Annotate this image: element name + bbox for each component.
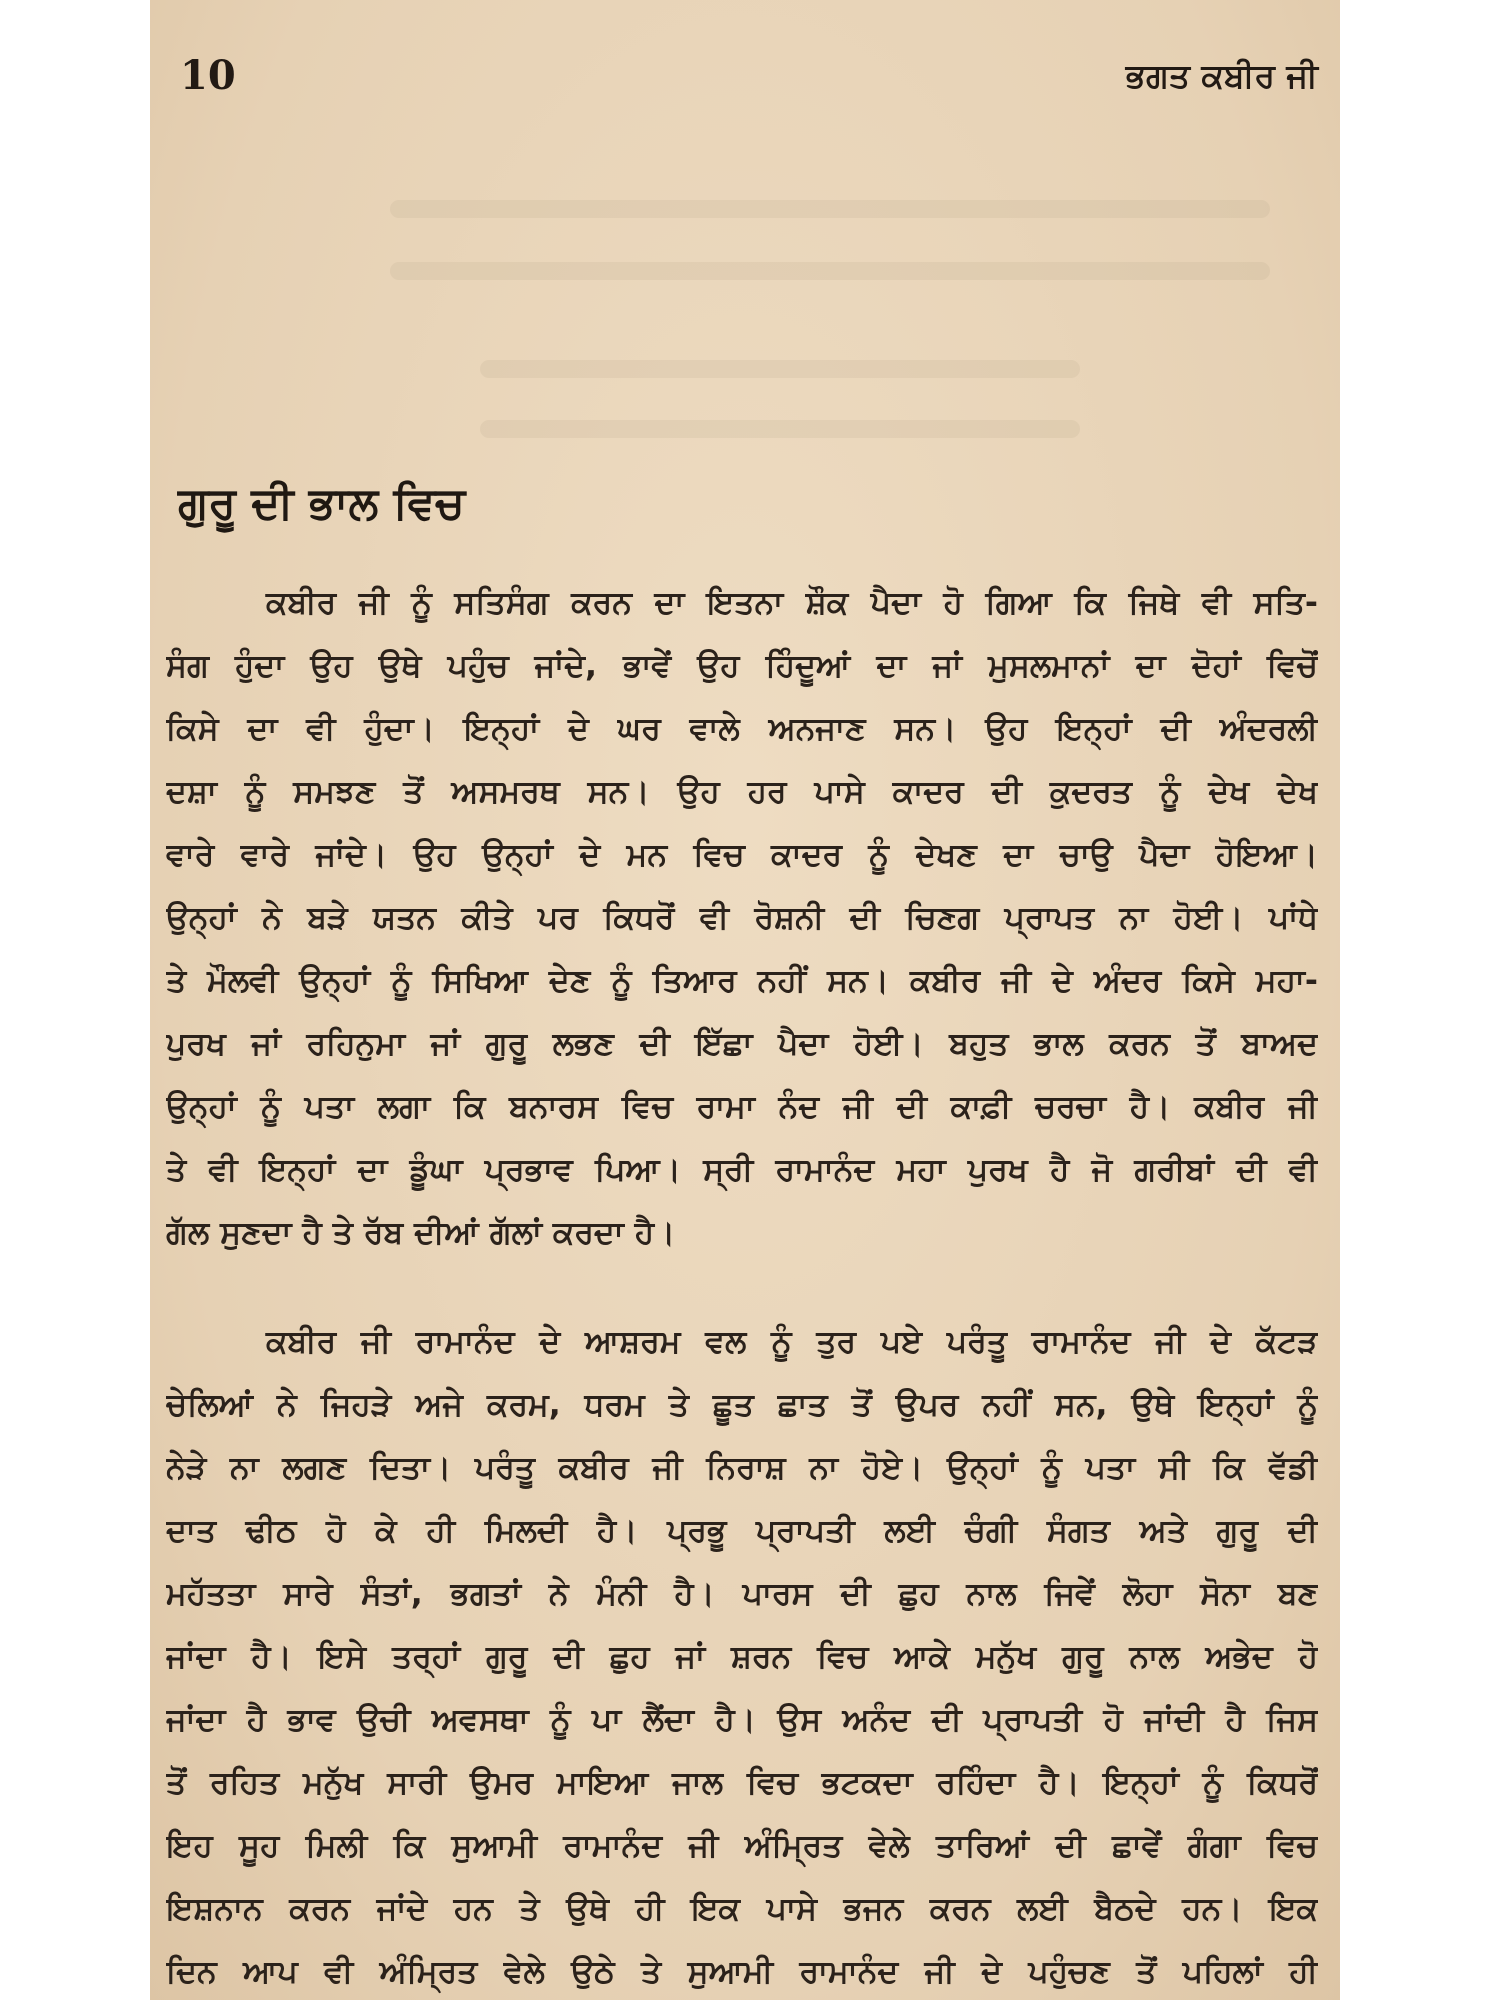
text-line: ਇਸ਼ਨਾਨ ਕਰਨ ਜਾਂਦੇ ਹਨ ਤੇ ਉਥੇ ਹੀ ਇਕ ਪਾਸੇ ਭਜਨ ਕਰਨ ਲਈ ਬੈਠਦੇ ਹਨ। ਇਕ <box>166 1891 1318 1927</box>
text-line: ਕਿਸੇ ਦਾ ਵੀ ਹੁੰਦਾ। ਇਨ੍ਹਾਂ ਦੇ ਘਰ ਵਾਲੇ ਅਨਜਾਣ ਸਨ। ਉਹ ਇਨ੍ਹਾਂ ਦੀ ਅੰਦਰਲੀ <box>166 711 1318 747</box>
text-line: ਮਹੱਤਤਾ ਸਾਰੇ ਸੰਤਾਂ, ਭਗਤਾਂ ਨੇ ਮੰਨੀ ਹੈ। ਪਾਰਸ ਦੀ ਛੁਹ ਨਾਲ ਜਿਵੇਂ ਲੋਹਾ ਸੋਨਾ ਬਣ <box>166 1576 1318 1612</box>
text-line: ਦਿਨ ਆਪ ਵੀ ਅੰਮ੍ਰਿਤ ਵੇਲੇ ਉਠੇ ਤੇ ਸੁਆਮੀ ਰਾਮਾਨੰਦ ਜੀ ਦੇ ਪਹੁੰਚਣ ਤੋਂ ਪਹਿਲਾਂ ਹੀ <box>166 1954 1318 1990</box>
text-line: ਤੇ ਮੌਲਵੀ ਉਨ੍ਹਾਂ ਨੂੰ ਸਿਖਿਆ ਦੇਣ ਨੂੰ ਤਿਆਰ ਨਹੀਂ ਸਨ। ਕਬੀਰ ਜੀ ਦੇ ਅੰਦਰ ਕਿਸੇ ਮਹਾ- <box>166 963 1318 999</box>
text-line: ਤੇ ਵੀ ਇਨ੍ਹਾਂ ਦਾ ਡੂੰਘਾ ਪ੍ਰਭਾਵ ਪਿਆ। ਸ੍ਰੀ ਰਾਮਾਨੰਦ ਮਹਾ ਪੁਰਖ ਹੈ ਜੋ ਗਰੀਬਾਂ ਦੀ ਵੀ <box>166 1152 1318 1188</box>
text-line: ਗੱਲ ਸੁਣਦਾ ਹੈ ਤੇ ਰੱਬ ਦੀਆਂ ਗੱਲਾਂ ਕਰਦਾ ਹੈ। <box>166 1215 676 1251</box>
bleed-through-shadow <box>390 200 1270 218</box>
bleed-through-shadow <box>390 262 1270 280</box>
text-line: ਕਬੀਰ ਜੀ ਰਾਮਾਨੰਦ ਦੇ ਆਸ਼ਰਮ ਵਲ ਨੂੰ ਤੁਰ ਪਏ ਪਰੰਤੂ ਰਾਮਾਨੰਦ ਜੀ ਦੇ ਕੱਟੜ <box>266 1324 1318 1360</box>
text-line: ਵਾਰੇ ਵਾਰੇ ਜਾਂਦੇ। ਉਹ ਉਨ੍ਹਾਂ ਦੇ ਮਨ ਵਿਚ ਕਾਦਰ ਨੂੰ ਦੇਖਣ ਦਾ ਚਾਉ ਪੈਦਾ ਹੋਇਆ। <box>166 837 1318 873</box>
text-line: ਉਨ੍ਹਾਂ ਨੇ ਬੜੇ ਯਤਨ ਕੀਤੇ ਪਰ ਕਿਧਰੋਂ ਵੀ ਰੋਸ਼ਨੀ ਦੀ ਚਿਣਗ ਪ੍ਰਾਪਤ ਨਾ ਹੋਈ। ਪਾਂਧੇ <box>166 900 1318 936</box>
page-number: 10 <box>180 52 236 99</box>
text-line: ਪੁਰਖ ਜਾਂ ਰਹਿਨੁਮਾ ਜਾਂ ਗੁਰੂ ਲਭਣ ਦੀ ਇੱਛਾ ਪੈਦਾ ਹੋਈ। ਬਹੁਤ ਭਾਲ ਕਰਨ ਤੋਂ ਬਾਅਦ <box>166 1026 1318 1062</box>
text-line: ਜਾਂਦਾ ਹੈ। ਇਸੇ ਤਰ੍ਹਾਂ ਗੁਰੂ ਦੀ ਛੁਹ ਜਾਂ ਸ਼ਰਨ ਵਿਚ ਆਕੇ ਮਨੁੱਖ ਗੁਰੂ ਨਾਲ ਅਭੇਦ ਹੋ <box>166 1639 1318 1675</box>
text-line: ਦਾਤ ਢੀਠ ਹੋ ਕੇ ਹੀ ਮਿਲਦੀ ਹੈ। ਪ੍ਰਭੂ ਪ੍ਰਾਪਤੀ ਲਈ ਚੰਗੀ ਸੰਗਤ ਅਤੇ ਗੁਰੂ ਦੀ <box>166 1513 1318 1549</box>
book-page <box>150 0 1340 2000</box>
paragraph-2 <box>166 1311 1318 2004</box>
text-line: ਚੇਲਿਆਂ ਨੇ ਜਿਹੜੇ ਅਜੇ ਕਰਮ, ਧਰਮ ਤੇ ਛੂਤ ਛਾਤ ਤੋਂ ਉਪਰ ਨਹੀਂ ਸਨ, ਉਥੇ ਇਨ੍ਹਾਂ ਨੂੰ <box>166 1387 1318 1423</box>
text-line: ਤੋਂ ਰਹਿਤ ਮਨੁੱਖ ਸਾਰੀ ਉਮਰ ਮਾਇਆ ਜਾਲ ਵਿਚ ਭਟਕਦਾ ਰਹਿੰਦਾ ਹੈ। ਇਨ੍ਹਾਂ ਨੂੰ ਕਿਧਰੋਂ <box>166 1765 1318 1801</box>
text-line: ਸੰਗ ਹੁੰਦਾ ਉਹ ਉਥੇ ਪਹੁੰਚ ਜਾਂਦੇ, ਭਾਵੇਂ ਉਹ ਹਿੰਦੂਆਂ ਦਾ ਜਾਂ ਮੁਸਲਮਾਨਾਂ ਦਾ ਦੋਹਾਂ ਵਿਚੋਂ <box>166 648 1318 684</box>
text-line: ਜਾਂਦਾ ਹੈ ਭਾਵ ਉਚੀ ਅਵਸਥਾ ਨੂੰ ਪਾ ਲੈਂਦਾ ਹੈ। ਉਸ ਅਨੰਦ ਦੀ ਪ੍ਰਾਪਤੀ ਹੋ ਜਾਂਦੀ ਹੈ ਜਿਸ <box>166 1702 1318 1738</box>
bleed-through-shadow <box>480 360 1080 378</box>
text-line: ਕਬੀਰ ਜੀ ਨੂੰ ਸਤਿਸੰਗ ਕਰਨ ਦਾ ਇਤਨਾ ਸ਼ੌਕ ਪੈਦਾ ਹੋ ਗਿਆ ਕਿ ਜਿਥੇ ਵੀ ਸਤਿ- <box>266 585 1318 621</box>
running-header: ਭਗਤ ਕਬੀਰ ਜੀ <box>1125 56 1318 95</box>
body-text <box>166 572 1318 2004</box>
text-line: ਦਸ਼ਾ ਨੂੰ ਸਮਝਣ ਤੋਂ ਅਸਮਰਥ ਸਨ। ਉਹ ਹਰ ਪਾਸੇ ਕਾਦਰ ਦੀ ਕੁਦਰਤ ਨੂੰ ਦੇਖ ਦੇਖ <box>166 774 1318 810</box>
text-line: ਨੇੜੇ ਨਾ ਲਗਣ ਦਿਤਾ। ਪਰੰਤੂ ਕਬੀਰ ਜੀ ਨਿਰਾਸ਼ ਨਾ ਹੋਏ। ਉਨ੍ਹਾਂ ਨੂੰ ਪਤਾ ਸੀ ਕਿ ਵੱਡੀ <box>166 1450 1318 1486</box>
text-line: ਉਨ੍ਹਾਂ ਨੂੰ ਪਤਾ ਲਗਾ ਕਿ ਬਨਾਰਸ ਵਿਚ ਰਾਮਾ ਨੰਦ ਜੀ ਦੀ ਕਾਫ਼ੀ ਚਰਚਾ ਹੈ। ਕਬੀਰ ਜੀ <box>166 1089 1318 1125</box>
bleed-through-shadow <box>480 420 1080 438</box>
section-title: ਗੁਰੂ ਦੀ ਭਾਲ ਵਿਚ <box>178 478 465 529</box>
paragraph-1 <box>166 572 1318 1265</box>
text-line: ਇਹ ਸੂਹ ਮਿਲੀ ਕਿ ਸੁਆਮੀ ਰਾਮਾਨੰਦ ਜੀ ਅੰਮ੍ਰਿਤ ਵੇਲੇ ਤਾਰਿਆਂ ਦੀ ਛਾਵੇਂ ਗੰਗਾ ਵਿਚ <box>166 1828 1318 1864</box>
